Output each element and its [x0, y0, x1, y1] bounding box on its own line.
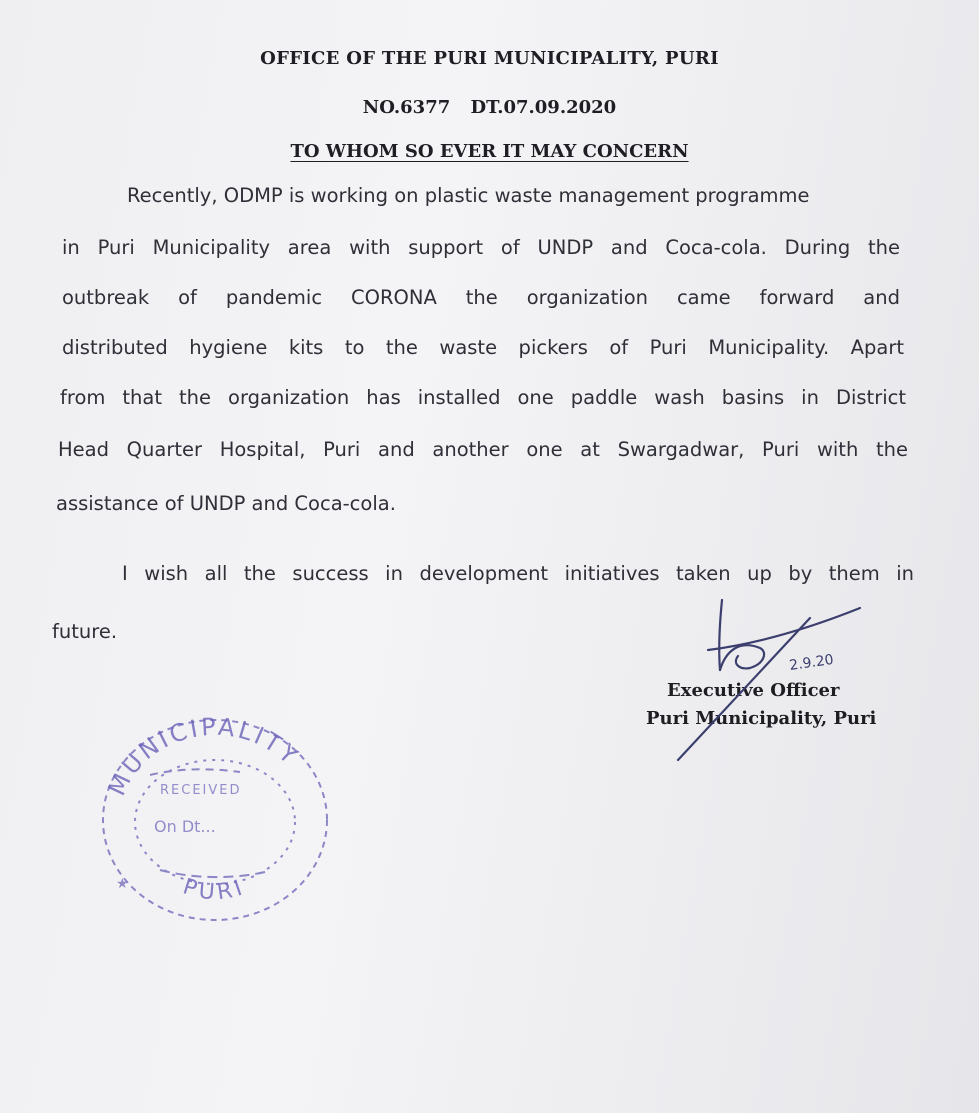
- office-heading: OFFICE OF THE PURI MUNICIPALITY, PURI: [260, 48, 719, 69]
- handwritten-signature: [660, 590, 880, 770]
- stamp-date-text: On Dt...: [154, 817, 216, 836]
- signatory-title: Executive Officer: [667, 680, 840, 701]
- handwritten-date: 2.9.20: [788, 651, 835, 674]
- para1-line-1: Recently, ODMP is working on plastic waste management programme: [127, 184, 810, 207]
- stamp-star-icon: ★: [116, 876, 129, 892]
- stamp-top-text: MUNICIPALITY: [102, 712, 305, 800]
- subject-line: TO WHOM SO EVER IT MAY CONCERN: [290, 141, 689, 162]
- para2-line-2: future.: [52, 620, 118, 643]
- received-stamp: [80, 700, 350, 940]
- para1-line-7: assistance of UNDP and Coca-cola.: [56, 492, 396, 515]
- para1-line-5: from that the organization has installed one paddle wash basins in District: [60, 386, 906, 409]
- para1-line-6: Head Quarter Hospital, Puri and another one at Swargadwar, Puri with the: [58, 438, 908, 461]
- stamp-received-text: RECEIVED: [160, 783, 242, 798]
- stamp-bottom-text: PURI: [179, 874, 250, 906]
- para1-line-2: in Puri Municipality area with support of UNDP and Coca-cola. During the: [62, 236, 900, 259]
- para1-line-4: distributed hygiene kits to the waste pickers of Puri Municipality. Apart: [62, 336, 904, 359]
- reference-number-date: NO.6377 DT.07.09.2020: [362, 97, 617, 118]
- para2-line-1: I wish all the success in development initiatives taken up by them in: [122, 562, 914, 585]
- signatory-organization: Puri Municipality, Puri: [646, 708, 877, 729]
- para1-line-3: outbreak of pandemic CORONA the organization came forward and: [62, 286, 900, 309]
